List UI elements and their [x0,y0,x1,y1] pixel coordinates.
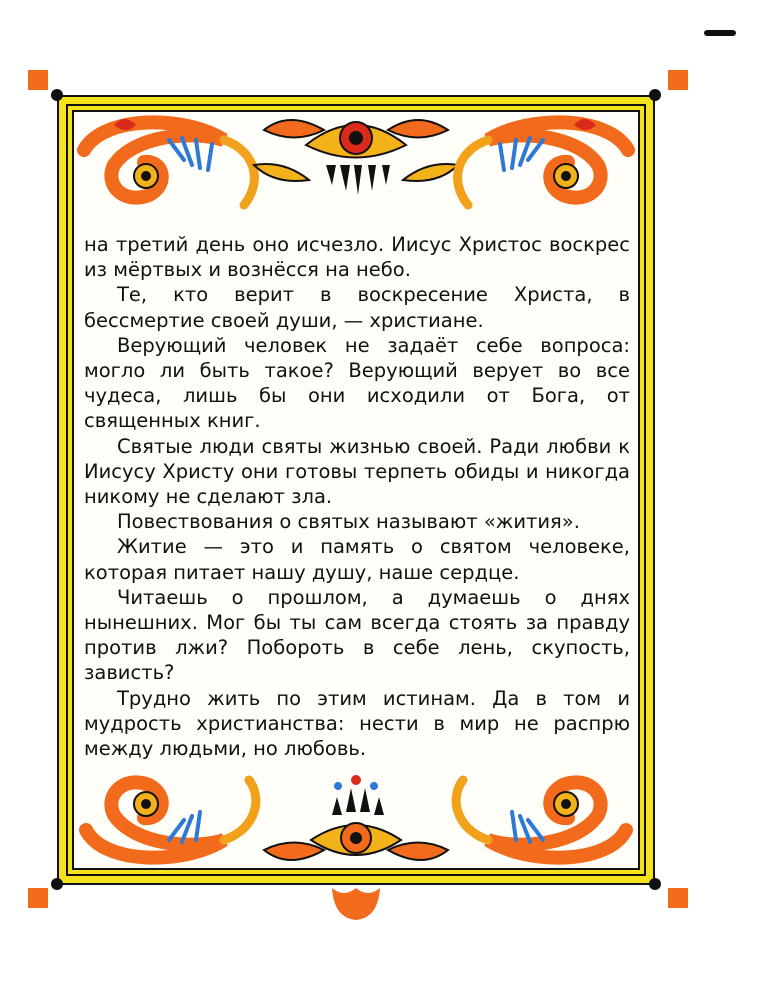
top-floral-ornament [74,110,638,220]
corner-dot-bottom-right [649,878,661,890]
paragraph-1: на третий день оно исчезло. Иисус Христос воскрес из мёртвых и вознёсся на небо. [84,233,630,282]
paragraph-5: Повествования о святых называют «жития». [117,510,580,534]
paragraph-2: Те, кто верит в воскресение Христа, в бессмертие своей души, — христиане. [84,283,630,332]
paragraph-8: Трудно жить по этим истинам. Да в том и мудрость христианства: нести в мир не распрю между людьми, но любовь. [84,686,630,761]
page-corner-mark [704,30,736,36]
corner-dot-bottom-left [51,878,63,890]
corner-dot-top-left [51,89,63,101]
paragraph-4: Святые люди святы жизнью своей. Ради любви к Иисусу Христу они готовы терпеть обиды и никогда никому не сделают зла. [84,434,630,509]
paragraph-3: Верующий человек не задаёт себе вопроса: могло ли быть такое? Верующий верует во все чудеса, лишь бы они исходили от Бога, от священных книг. [84,333,630,433]
paragraph-6: Житие — это и память о святом человеке, которая питает нашу душу, наше сердце. [84,535,630,584]
corner-dot-top-right [649,89,661,101]
bottom-tulip-ornament [330,884,382,922]
paragraph-7: Читаешь о прошлом, а думаешь о днях нынешних. Мог бы ты сам всегда стоять за правду против лжи? Побороть в себе лень, скупость, зависть? [84,585,630,685]
bottom-floral-ornament [74,770,638,870]
corner-square-bottom-left [28,888,48,908]
main-text [84,232,630,761]
corner-square-top-right [668,70,688,90]
corner-square-top-left [28,70,48,90]
corner-square-bottom-right [668,888,688,908]
